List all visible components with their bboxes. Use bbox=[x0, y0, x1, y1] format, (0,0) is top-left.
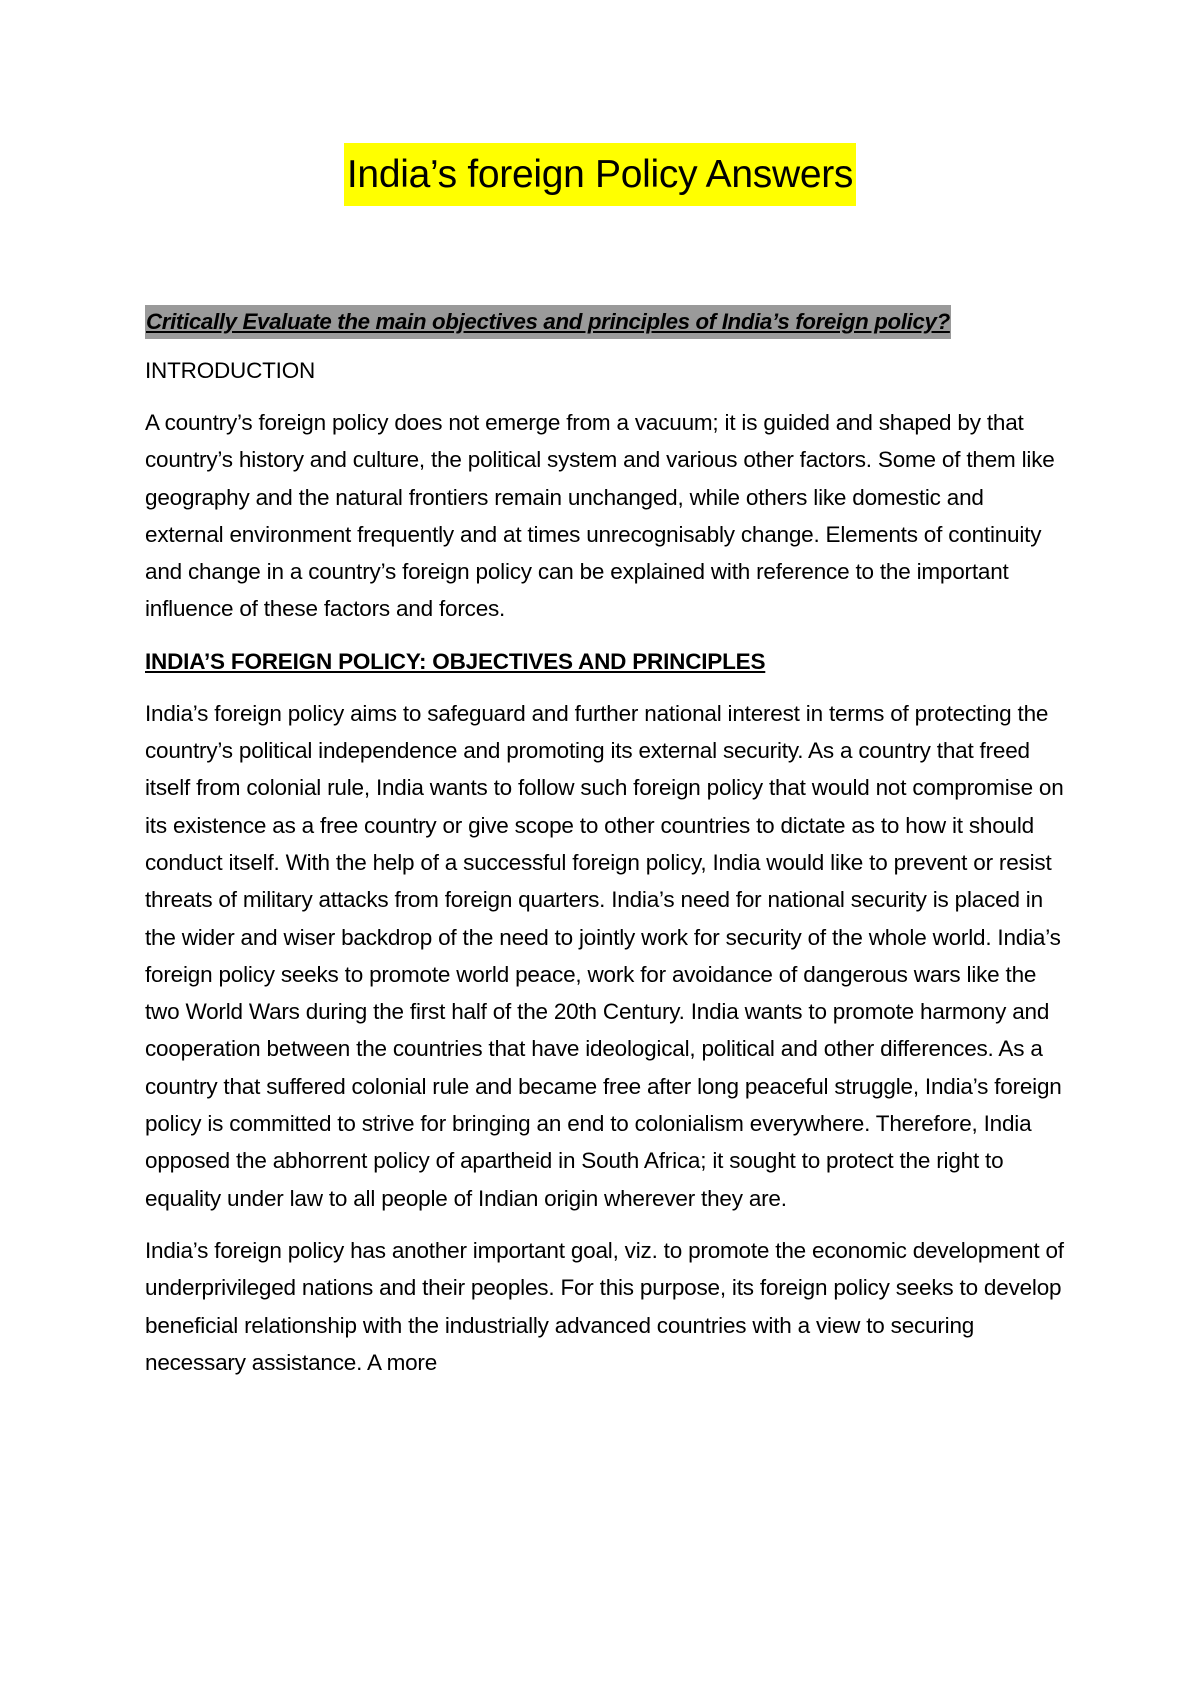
section-heading: INDIA’S FOREIGN POLICY: OBJECTIVES AND PRINCIPLES bbox=[145, 648, 766, 674]
objectives-paragraph: India’s foreign policy aims to safeguard and further national interest in terms of protecting the country’s political independence and promoting its external security. As a country that freed itself from colonial rule, India wants to follow such foreign policy that would not compromise on its existence as a free country or give scope to other countries to dictate as to how it should conduct itself. With the help of a successful foreign policy, India would like to prevent or resist threats of military attacks from foreign quarters. India’s need for national security is placed in the wider and wiser backdrop of the need to jointly work for security of the whole world. India’s foreign policy seeks to promote world peace, work for avoidance of dangerous wars like the two World Wars during the first half of the 20th Century. India wants to promote harmony and cooperation between the countries that have ideological, political and other differences. As a country that suffered colonial rule and became free after long peaceful struggle, India’s foreign policy is committed to strive for bringing an end to colonialism everywhere. Therefore, India opposed the abhorrent policy of apartheid in South Africa; it sought to protect the right to equality under law to all people of Indian origin wherever they are. bbox=[145, 700, 1064, 1211]
introduction-paragraph: A country’s foreign policy does not emerge from a vacuum; it is guided and shaped by that country’s history and culture, the political system and various other factors. Some of them like geography and the natural frontiers remain unchanged, while others like domestic and external environment frequently and at times unrecognisably change. Elements of continuity and change in a country’s foreign policy can be explained with reference to the important influence of these factors and forces. bbox=[145, 410, 1055, 622]
question-heading: Critically Evaluate the main objectives and principles of India’s foreign policy? bbox=[145, 305, 951, 339]
document-title: India’s foreign Policy Answers bbox=[344, 143, 856, 206]
introduction-heading: INTRODUCTION bbox=[145, 358, 316, 383]
document-body bbox=[145, 305, 1065, 1381]
title-container bbox=[0, 143, 1200, 206]
economic-goal-paragraph: India’s foreign policy has another important goal, viz. to promote the economic development of underprivileged nations and their peoples. For this purpose, its foreign policy seeks to develop beneficial relationship with the industrially advanced countries with a view to securing necessary assistance. A more bbox=[145, 1237, 1064, 1375]
